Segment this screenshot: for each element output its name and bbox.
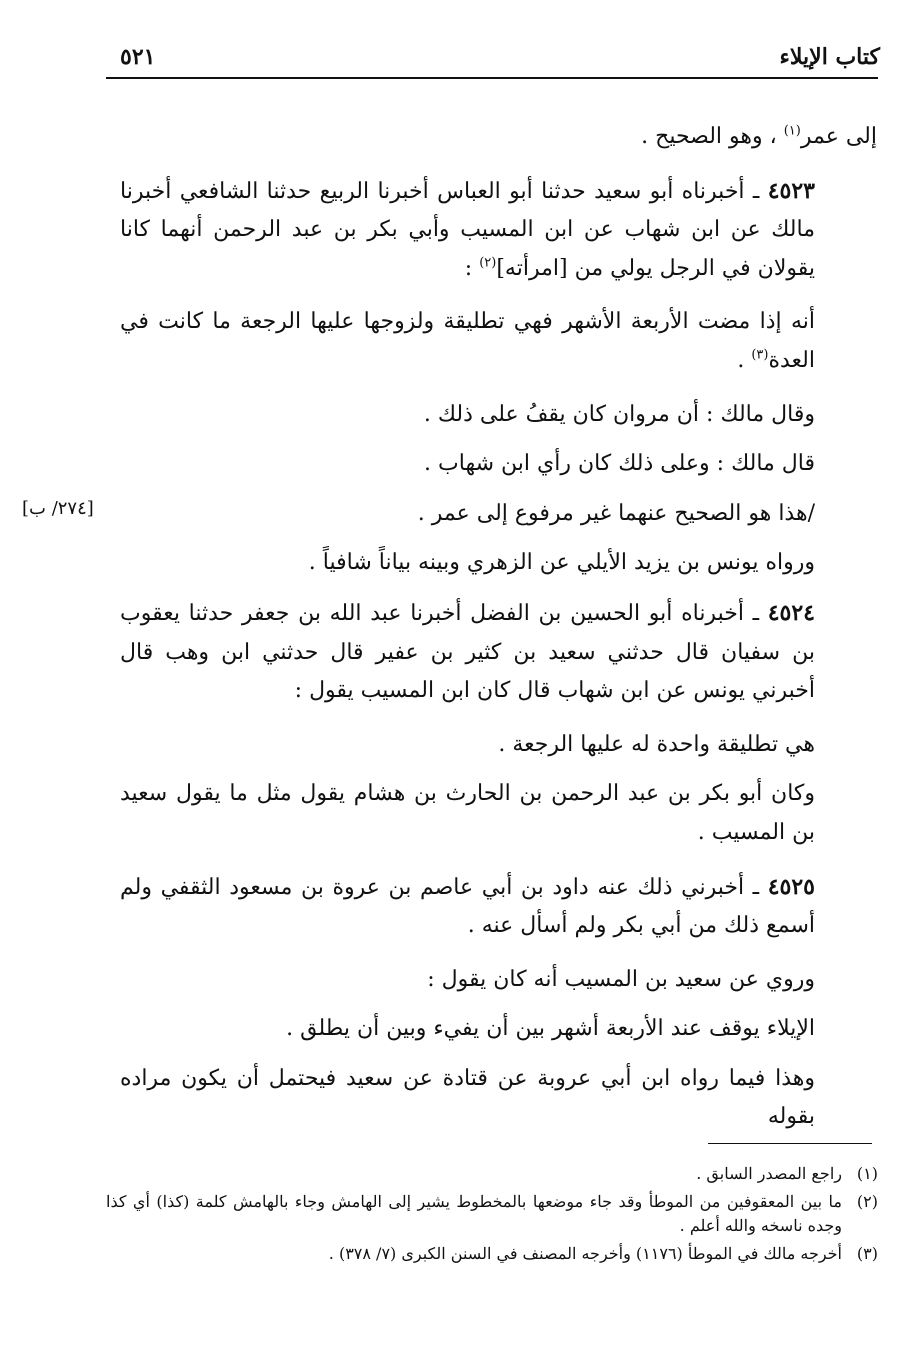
hadith-number: ٤٥٢٣: [767, 177, 815, 204]
header-divider: [106, 77, 878, 79]
hadith-matn: [120, 303, 877, 380]
footnotes: [106, 1162, 878, 1270]
footnote-marker: (١): [783, 123, 801, 139]
footnote-text: أخرجه مالك في الموطأ (١١٧٦) وأخرجه المصنف في السنن الكبرى (٧/ ٣٧٨) .: [328, 1244, 842, 1263]
footnote-marker: (٢): [479, 255, 497, 271]
paragraph: /هذا هو الصحيح عنهما غير مرفوع إلى عمر .: [417, 500, 815, 526]
footnote-divider: [708, 1143, 872, 1144]
manuscript-folio-reference: [٢٧٤/ ب]: [22, 498, 94, 519]
footnote-2: [106, 1190, 878, 1238]
paragraph: هي تطليقة واحدة له عليها الرجعة .: [498, 731, 815, 757]
hadith-chain: ـ أخبرناه أبو الحسين بن الفضل أخبرنا عبد الله بن جعفر حدثنا يعقوب بن سفيان قال حدثني سعيد بن كثير بن عفير قال حدثني ابن وهب قال أخبرني يونس عن ابن شهاب قال كان ابن المسيب يقول :: [120, 600, 815, 704]
main-text: [120, 118, 877, 1148]
paragraph: قال مالك : وعلى ذلك كان رأي ابن شهاب .: [424, 451, 815, 477]
hadith-chain: :: [464, 255, 480, 281]
paragraph-text: أنه إذا مضت الأربعة الأشهر فهي تطليقة ولزوجها عليها الرجعة ما كانت في العدة: [120, 309, 815, 373]
hadith-number: ٤٥٢٤: [767, 599, 815, 626]
running-head: [106, 40, 880, 74]
footnote-number: (٣): [856, 1244, 878, 1263]
paragraph: وروي عن سعيد بن المسيب أنه كان يقول :: [427, 966, 815, 992]
paragraph-continuation: [120, 118, 877, 157]
footnote-number: (١): [856, 1164, 878, 1183]
hadith-4524: [120, 594, 877, 711]
paragraph: الإيلاء يوقف عند الأربعة أشهر بين أن يفيء وبين أن يطلق .: [286, 1016, 815, 1042]
hadith-4523: [120, 172, 877, 289]
page-number: ٥٢١: [120, 44, 156, 70]
footnote-marker: (٣): [751, 347, 769, 363]
hadith-chain: ـ أخبرني ذلك عنه داود بن أبي عاصم بن عروة بن مسعود الثقفي ولم أسمع ذلك من أبي بكر ولم أسأل عنه .: [120, 874, 815, 939]
footnote-3: [106, 1242, 878, 1266]
paragraph-text: ، وهو الصحيح .: [641, 124, 784, 149]
footnote-text: ما بين المعقوفين من الموطأ وقد جاء موضعها بالمخطوط يشير إلى الهامش وجاء بالهامش كلمة (كذا) أي كذا وجده ناسخه والله أعلم .: [106, 1192, 843, 1235]
hadith-chain: ـ أخبرناه أبو سعيد حدثنا أبو العباس أخبرنا الربيع حدثنا الشافعي أخبرنا مالك عن ابن شهاب عن ابن المسيب وأبي بكر بن عبد الرحمن أنهما كانا يقولان في الرجل يولي من [امرأته]: [120, 178, 815, 281]
footnote-1: [106, 1162, 878, 1186]
footnote-text: راجع المصدر السابق .: [696, 1164, 842, 1183]
hadith-number: ٤٥٢٥: [767, 873, 815, 900]
paragraph-text: إلى عمر: [800, 124, 877, 149]
paragraph: وكان أبو بكر بن عبد الرحمن بن الحارث بن هشام يقول مثل ما يقول سعيد بن المسيب .: [120, 781, 815, 845]
book-title: كتاب الإيلاء: [779, 44, 880, 70]
paragraph-text: .: [737, 347, 752, 373]
paragraph: ورواه يونس بن يزيد الأيلي عن الزهري وبينه بياناً شافياً .: [308, 550, 815, 576]
paragraph: وهذا فيما رواه ابن أبي عروبة عن قتادة عن سعيد فيحتمل أن يكون مراده بقوله: [120, 1065, 815, 1130]
footnote-number: (٢): [856, 1192, 878, 1211]
hadith-4525: [120, 868, 877, 946]
paragraph: وقال مالك : أن مروان كان يقفُ على ذلك .: [423, 401, 815, 427]
